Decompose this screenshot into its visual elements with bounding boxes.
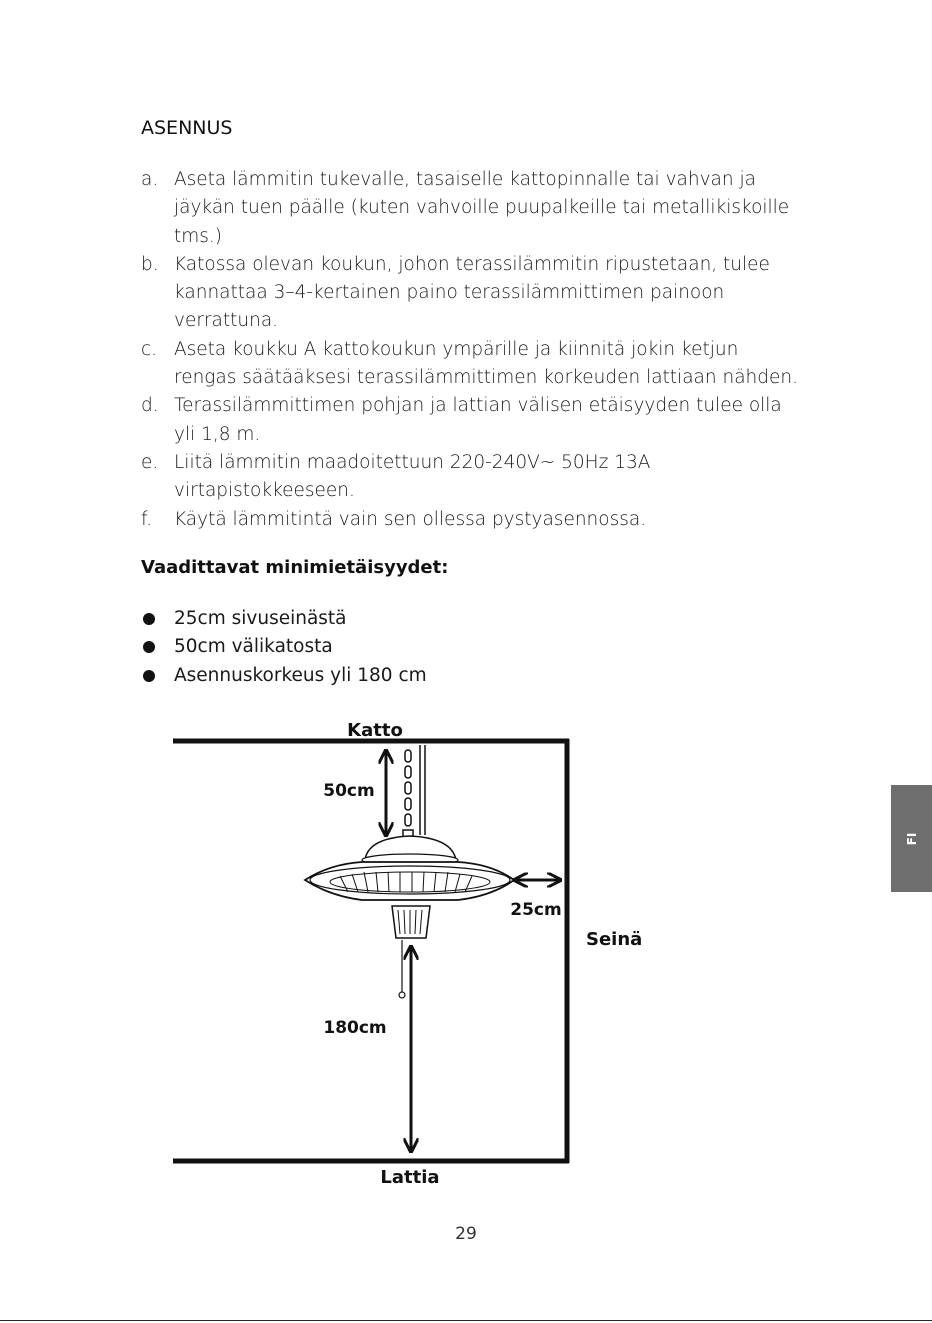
bottom-rule [0,1320,932,1321]
step-text: Aseta lämmitin tukevalle, tasaiselle kattopinnalle tai vahvan ja jäykän tuen päälle (kuten vahvoille puupalkeille tai metallikiskoille tms.) [174,169,790,247]
step-text: Katossa olevan koukun, johon terassilämmitin ripustetaan, tulee kannattaa 3–4-kertainen paino terassilämmittimen painoon verrattuna. [174,253,770,332]
distance-text: Asennuskorkeus yli 180 cm [174,664,427,686]
wall-gap-label: 25cm [510,900,562,920]
step-letter: f. [141,508,153,530]
bullet-icon [143,670,155,682]
ceiling-gap-label: 50cm [323,781,375,801]
step-item [141,392,801,449]
step-item [141,449,801,506]
distances-list [141,605,427,690]
ceiling-label: Katto [347,720,403,741]
step-letter: a. [141,169,159,190]
installation-steps-list [141,166,801,534]
step-text: Terassilämmittimen pohjan ja lattian välisen etäisyyden tulee olla yli 1,8 m. [174,395,782,445]
step-item [141,506,801,534]
step-letter: d. [141,395,159,417]
floor-label: Lattia [380,1167,440,1188]
distance-text: 50cm välikatosta [174,636,333,658]
step-text: Käytä lämmitintä vain sen ollessa pystyasennossa. [174,508,647,530]
chain-icon [405,745,425,835]
floor-height-label: 180cm [323,1018,387,1038]
bullet-icon [143,641,155,653]
section-heading-install: ASENNUS [141,117,233,139]
installation-clearance-diagram [150,710,650,1190]
step-item [141,166,801,251]
language-tab-label: FI [904,832,919,845]
distance-item [141,633,427,661]
step-item [141,251,801,336]
page-number: 29 [455,1224,477,1244]
distance-item [141,662,427,690]
distance-item [141,605,427,633]
step-item [141,336,801,393]
step-letter: c. [141,338,158,360]
step-text: Aseta koukku A kattokoukun ympärille ja kiinnitä jokin ketjun rengas säätääksesi terassilämmittimen korkeuden lattiaan nähden. [174,338,798,389]
step-letter: b. [141,253,159,275]
step-letter: e. [141,451,159,473]
section-heading-distances: Vaadittavat minimietäisyydet: [141,557,449,578]
wall-label: Seinä [586,929,643,950]
language-tab [891,785,932,892]
distance-text: 25cm sivuseinästä [174,608,347,629]
step-text: Liitä lämmitin maadoitettuun 220-240V~ 50Hz 13A virtapistokkeeseen. [174,451,651,502]
bullet-icon [143,613,155,625]
